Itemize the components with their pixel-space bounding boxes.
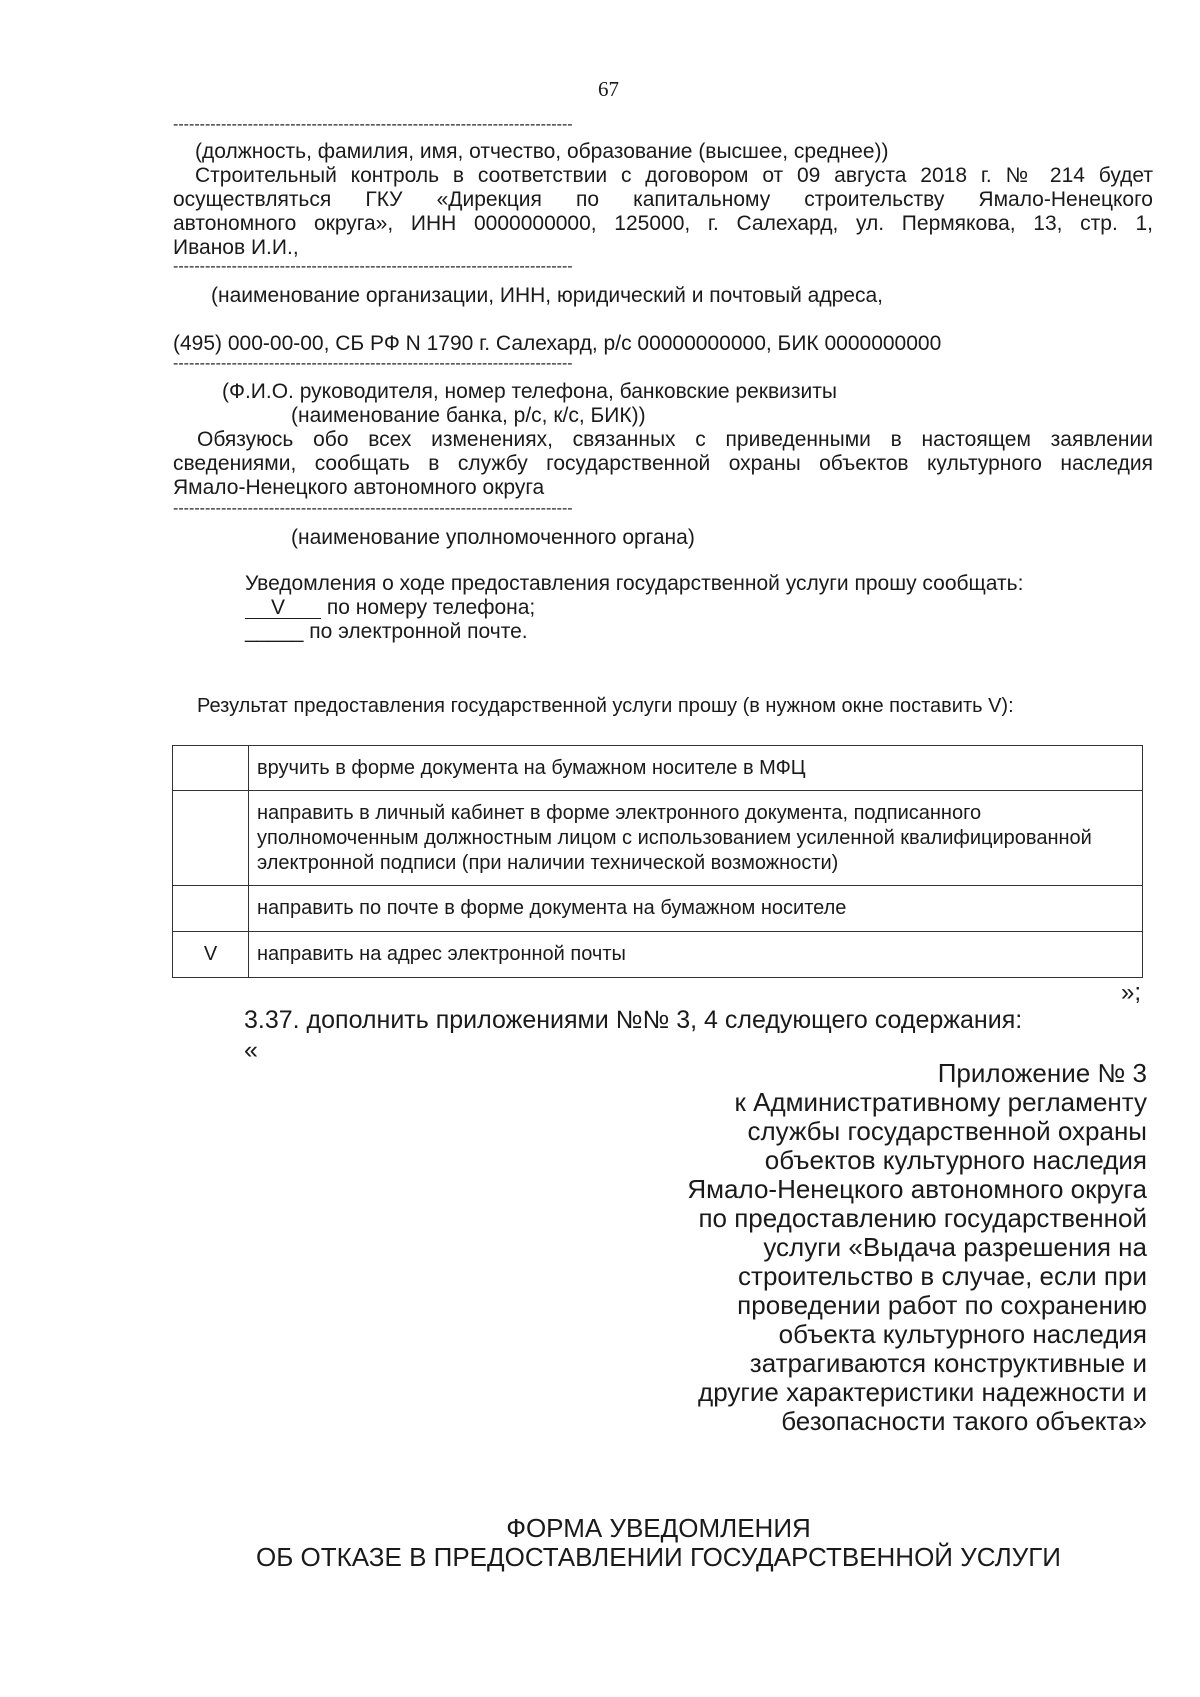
notify-phone-option xyxy=(245,596,535,620)
notify-intro: Уведомления о ходе предоставления государственной услуги прошу сообщать: xyxy=(245,572,1024,595)
form-title: ФОРМА УВЕДОМЛЕНИЯ xyxy=(506,1513,811,1543)
control-para-line: Иванов И.И., xyxy=(173,236,299,259)
option-text: направить на адрес электронной почты xyxy=(249,932,1143,978)
caption-head: (Ф.И.О. руководителя, номер телефона, банковские реквизиты xyxy=(222,380,837,403)
caption-bank: (наименование банка, р/с, к/с, БИК)) xyxy=(291,404,646,427)
appendix-header-line: безопасности такого объекта» xyxy=(781,1406,1147,1436)
result-intro: Результат предоставления государственной услуги прошу (в нужном окне поставить V): xyxy=(197,695,1014,717)
appendix-header xyxy=(687,1059,1147,1436)
option-text: направить в личный кабинет в форме электронного документа, подписанного уполномоченным должностным лицом с использованием усиленной квалифицированной электронной подписи (при наличии технической возможности) xyxy=(249,791,1143,886)
phone-mark[interactable]: V xyxy=(245,598,321,619)
fill-line: --------------------------------------------------------------------------- xyxy=(173,355,573,372)
checkbox-cell[interactable] xyxy=(173,886,249,932)
caption-position: (должность, фамилия, имя, отчество, образование (высшее, среднее)) xyxy=(195,140,889,163)
obligation-line: Обязуюсь обо всех изменениях, связанных с приведенными в настоящем заявлении xyxy=(197,428,1153,451)
appendix-header-line: услуги «Выдача разрешения на xyxy=(763,1232,1147,1262)
option-text: направить по почте в форме документа на бумажном носителе xyxy=(249,886,1143,932)
caption-organization: (наименование организации, ИНН, юридический и почтовый адреса, xyxy=(211,284,883,307)
obligation-line: Ямало-Ненецкого автономного округа xyxy=(173,476,545,499)
checkbox-cell[interactable] xyxy=(173,791,249,886)
appendix-header-line: затрагиваются конструктивные и xyxy=(749,1348,1147,1378)
caption-authority: (наименование уполномоченного органа) xyxy=(291,526,695,549)
control-para-line: Строительный контроль в соответствии с договором от 09 августа 2018 г. № 214 будет xyxy=(195,164,1153,187)
page-number: 67 xyxy=(598,77,619,101)
checkbox-cell[interactable]: V xyxy=(173,932,249,978)
checkbox-cell[interactable] xyxy=(173,746,249,791)
appendix-header-line: объектов культурного наследия xyxy=(764,1145,1147,1175)
control-para-line: автономного округа», ИНН 0000000000, 125000, г. Салехард, ул. Пермякова, 13, стр. 1, xyxy=(173,212,1153,235)
table-row xyxy=(173,791,1143,886)
obligation-line: сведениями, сообщать в службу государственной охраны объектов культурного наследия xyxy=(173,452,1153,475)
appendix-header-line: Ямало-Ненецкого автономного округа xyxy=(687,1174,1147,1204)
appendix-header-line: Приложение № 3 xyxy=(937,1058,1147,1088)
appendix-header-line: службы государственной охраны xyxy=(747,1116,1147,1146)
bank-details: (495) 000-00-00, СБ РФ N 1790 г. Салехард, р/с 00000000000, БИК 0000000000 xyxy=(173,332,942,355)
appendix-header-line: другие характеристики надежности и xyxy=(698,1377,1147,1407)
fill-line: --------------------------------------------------------------------------- xyxy=(173,258,573,275)
option-text: вручить в форме документа на бумажном носителе в МФЦ xyxy=(249,746,1143,791)
fill-line: --------------------------------------------------------------------------- xyxy=(173,500,573,517)
appendix-header-line: к Административному регламенту xyxy=(734,1087,1147,1117)
appendix-header-line: строительство в случае, если при xyxy=(738,1261,1147,1291)
appendix-header-line: по предоставлению государственной xyxy=(698,1203,1147,1233)
table-row xyxy=(173,746,1143,791)
result-options-table xyxy=(172,745,1143,978)
item-3-37: 3.37. дополнить приложениями №№ 3, 4 следующего содержания: xyxy=(244,1006,1023,1034)
control-para-line: осуществляться ГКУ «Дирекция по капитальному строительству Ямало-Ненецкого xyxy=(173,188,1153,211)
email-label: по электронной почте. xyxy=(309,620,528,643)
appendix-header-line: объекта культурного наследия xyxy=(778,1319,1147,1349)
opening-quote: « xyxy=(244,1036,258,1064)
appendix-header-line: проведении работ по сохранению xyxy=(737,1290,1147,1320)
closing-quote: »; xyxy=(1121,979,1142,1006)
table-row xyxy=(173,886,1143,932)
email-blank[interactable]: _____ xyxy=(245,620,304,643)
table-row xyxy=(173,932,1143,978)
notify-email-option xyxy=(245,620,528,644)
form-subtitle: ОБ ОТКАЗЕ В ПРЕДОСТАВЛЕНИИ ГОСУДАРСТВЕННОЙ УСЛУГИ xyxy=(256,1542,1061,1572)
fill-line: --------------------------------------------------------------------------- xyxy=(173,116,573,133)
phone-label: по номеру телефона; xyxy=(326,596,536,619)
